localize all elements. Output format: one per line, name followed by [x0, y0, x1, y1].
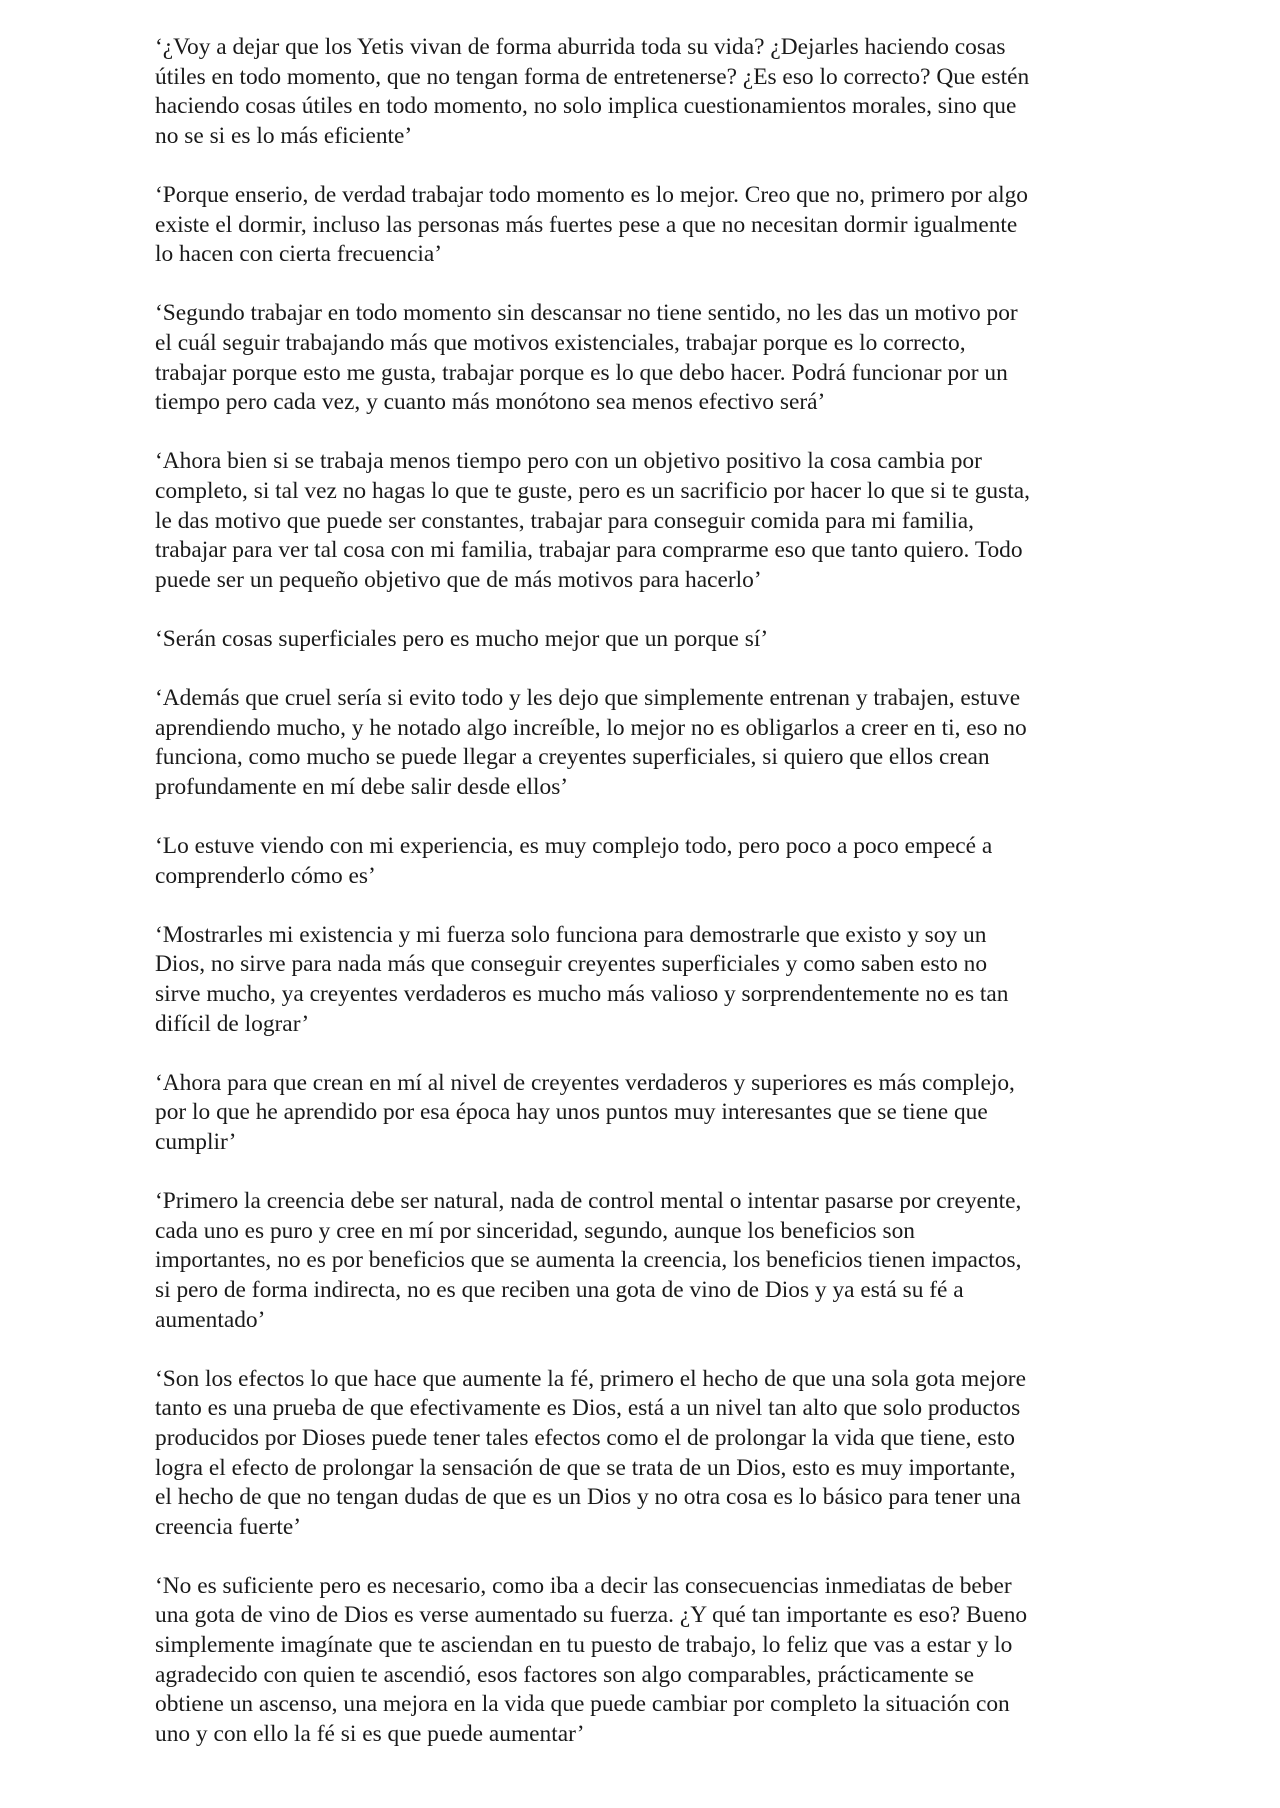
paragraph: ‘Ahora para que crean en mí al nivel de creyentes verdaderos y superiores es más complejo, por lo que he aprendido por esa época hay unos puntos muy interesantes que se tiene que cumplir’ [155, 1069, 1015, 1155]
document-page [155, 33, 1130, 1749]
paragraph: ‘Segundo trabajar en todo momento sin descansar no tiene sentido, no les das un motivo por el cuál seguir trabajando más que motivos existenciales, trabajar porque es lo correcto, trabajar porque esto me gusta, trabajar porque es lo que debo hacer. Podrá funcionar por un tiempo pero cada vez, y cuanto más monótono sea menos efectivo será’ [155, 300, 1018, 416]
paragraph: ‘Serán cosas superficiales pero es mucho mejor que un porque sí’ [155, 625, 769, 652]
paragraph: ‘Ahora bien si se trabaja menos tiempo pero con un objetivo positivo la cosa cambia por completo, si tal vez no hagas lo que te guste, pero es un sacrificio por hacer lo que si te gusta, le das motivo que puede ser constantes, trabajar para conseguir comida para mi familia, trabajar para ver tal cosa con mi familia, trabajar para comprarme eso que tanto quiero. Todo puede ser un pequeño objetivo que de más motivos para hacerlo’ [155, 448, 1030, 593]
paragraph: ‘Mostrarles mi existencia y mi fuerza solo funciona para demostrarle que existo y soy un Dios, no sirve para nada más que conseguir creyentes superficiales y como saben esto no sirve mucho, ya creyentes verdaderos es mucho más valioso y sorprendentemente no es tan difícil de lograr’ [155, 921, 1009, 1037]
paragraph: ‘Porque enserio, de verdad trabajar todo momento es lo mejor. Creo que no, primero por algo existe el dormir, incluso las personas más fuertes pese a que no necesitan dormir igualmente lo hacen con cierta frecuencia’ [155, 181, 1029, 268]
paragraph: ‘¿Voy a dejar que los Yetis vivan de forma aburrida toda su vida? ¿Dejarles haciendo cosas útiles en todo momento, que no tengan forma de entretenerse? ¿Es eso lo correcto? Que estén haciendo cosas útiles en todo momento, no solo implica cuestionamientos morales, sino que no se si es lo más eficiente’ [155, 34, 1030, 149]
paragraph: ‘Primero la creencia debe ser natural, nada de control mental o intentar pasarse por creyente, cada uno es puro y cree en mí por sinceridad, segundo, aunque los beneficios son importantes, no es por beneficios que se aumenta la creencia, los beneficios tienen impactos, si pero de forma indirecta, no es que reciben una gota de vino de Dios y ya está su fé a aumentado’ [155, 1188, 1022, 1333]
paragraph: ‘Lo estuve viendo con mi experiencia, es muy complejo todo, pero poco a poco empecé a comprenderlo cómo es’ [155, 833, 993, 889]
paragraph: ‘Son los efectos lo que hace que aumente la fé, primero el hecho de que una sola gota mejore tanto es una prueba de que efectivamente es Dios, está a un nivel tan alto que solo productos producidos por Dioses puede tener tales efectos como el de prolongar la vida que tiene, esto logra el efecto de prolongar la sensación de que se trata de un Dios, esto es muy importante, el hecho de que no tengan dudas de que es un Dios y no otra cosa es lo básico para tener una creencia fuerte’ [155, 1365, 1026, 1540]
paragraph: ‘No es suficiente pero es necesario, como iba a decir las consecuencias inmediatas de beber una gota de vino de Dios es verse aumentado su fuerza. ¿Y qué tan importante es eso? Bueno simplemente imagínate que te asciendan en tu puesto de trabajo, lo feliz que vas a estar y lo agradecido con quien te ascendió, esos factores son algo comparables, prácticamente se obtiene un ascenso, una mejora en la vida que puede cambiar por completo la situación con uno y con ello la fé si es que puede aumentar’ [155, 1572, 1028, 1747]
paragraph: ‘Además que cruel sería si evito todo y les dejo que simplemente entrenan y trabajen, estuve aprendiendo mucho, y he notado algo increíble, lo mejor no es obligarlos a creer en ti, eso no funciona, como mucho se puede llegar a creyentes superficiales, si quiero que ellos crean profundamente en mí debe salir desde ellos’ [155, 685, 1027, 800]
